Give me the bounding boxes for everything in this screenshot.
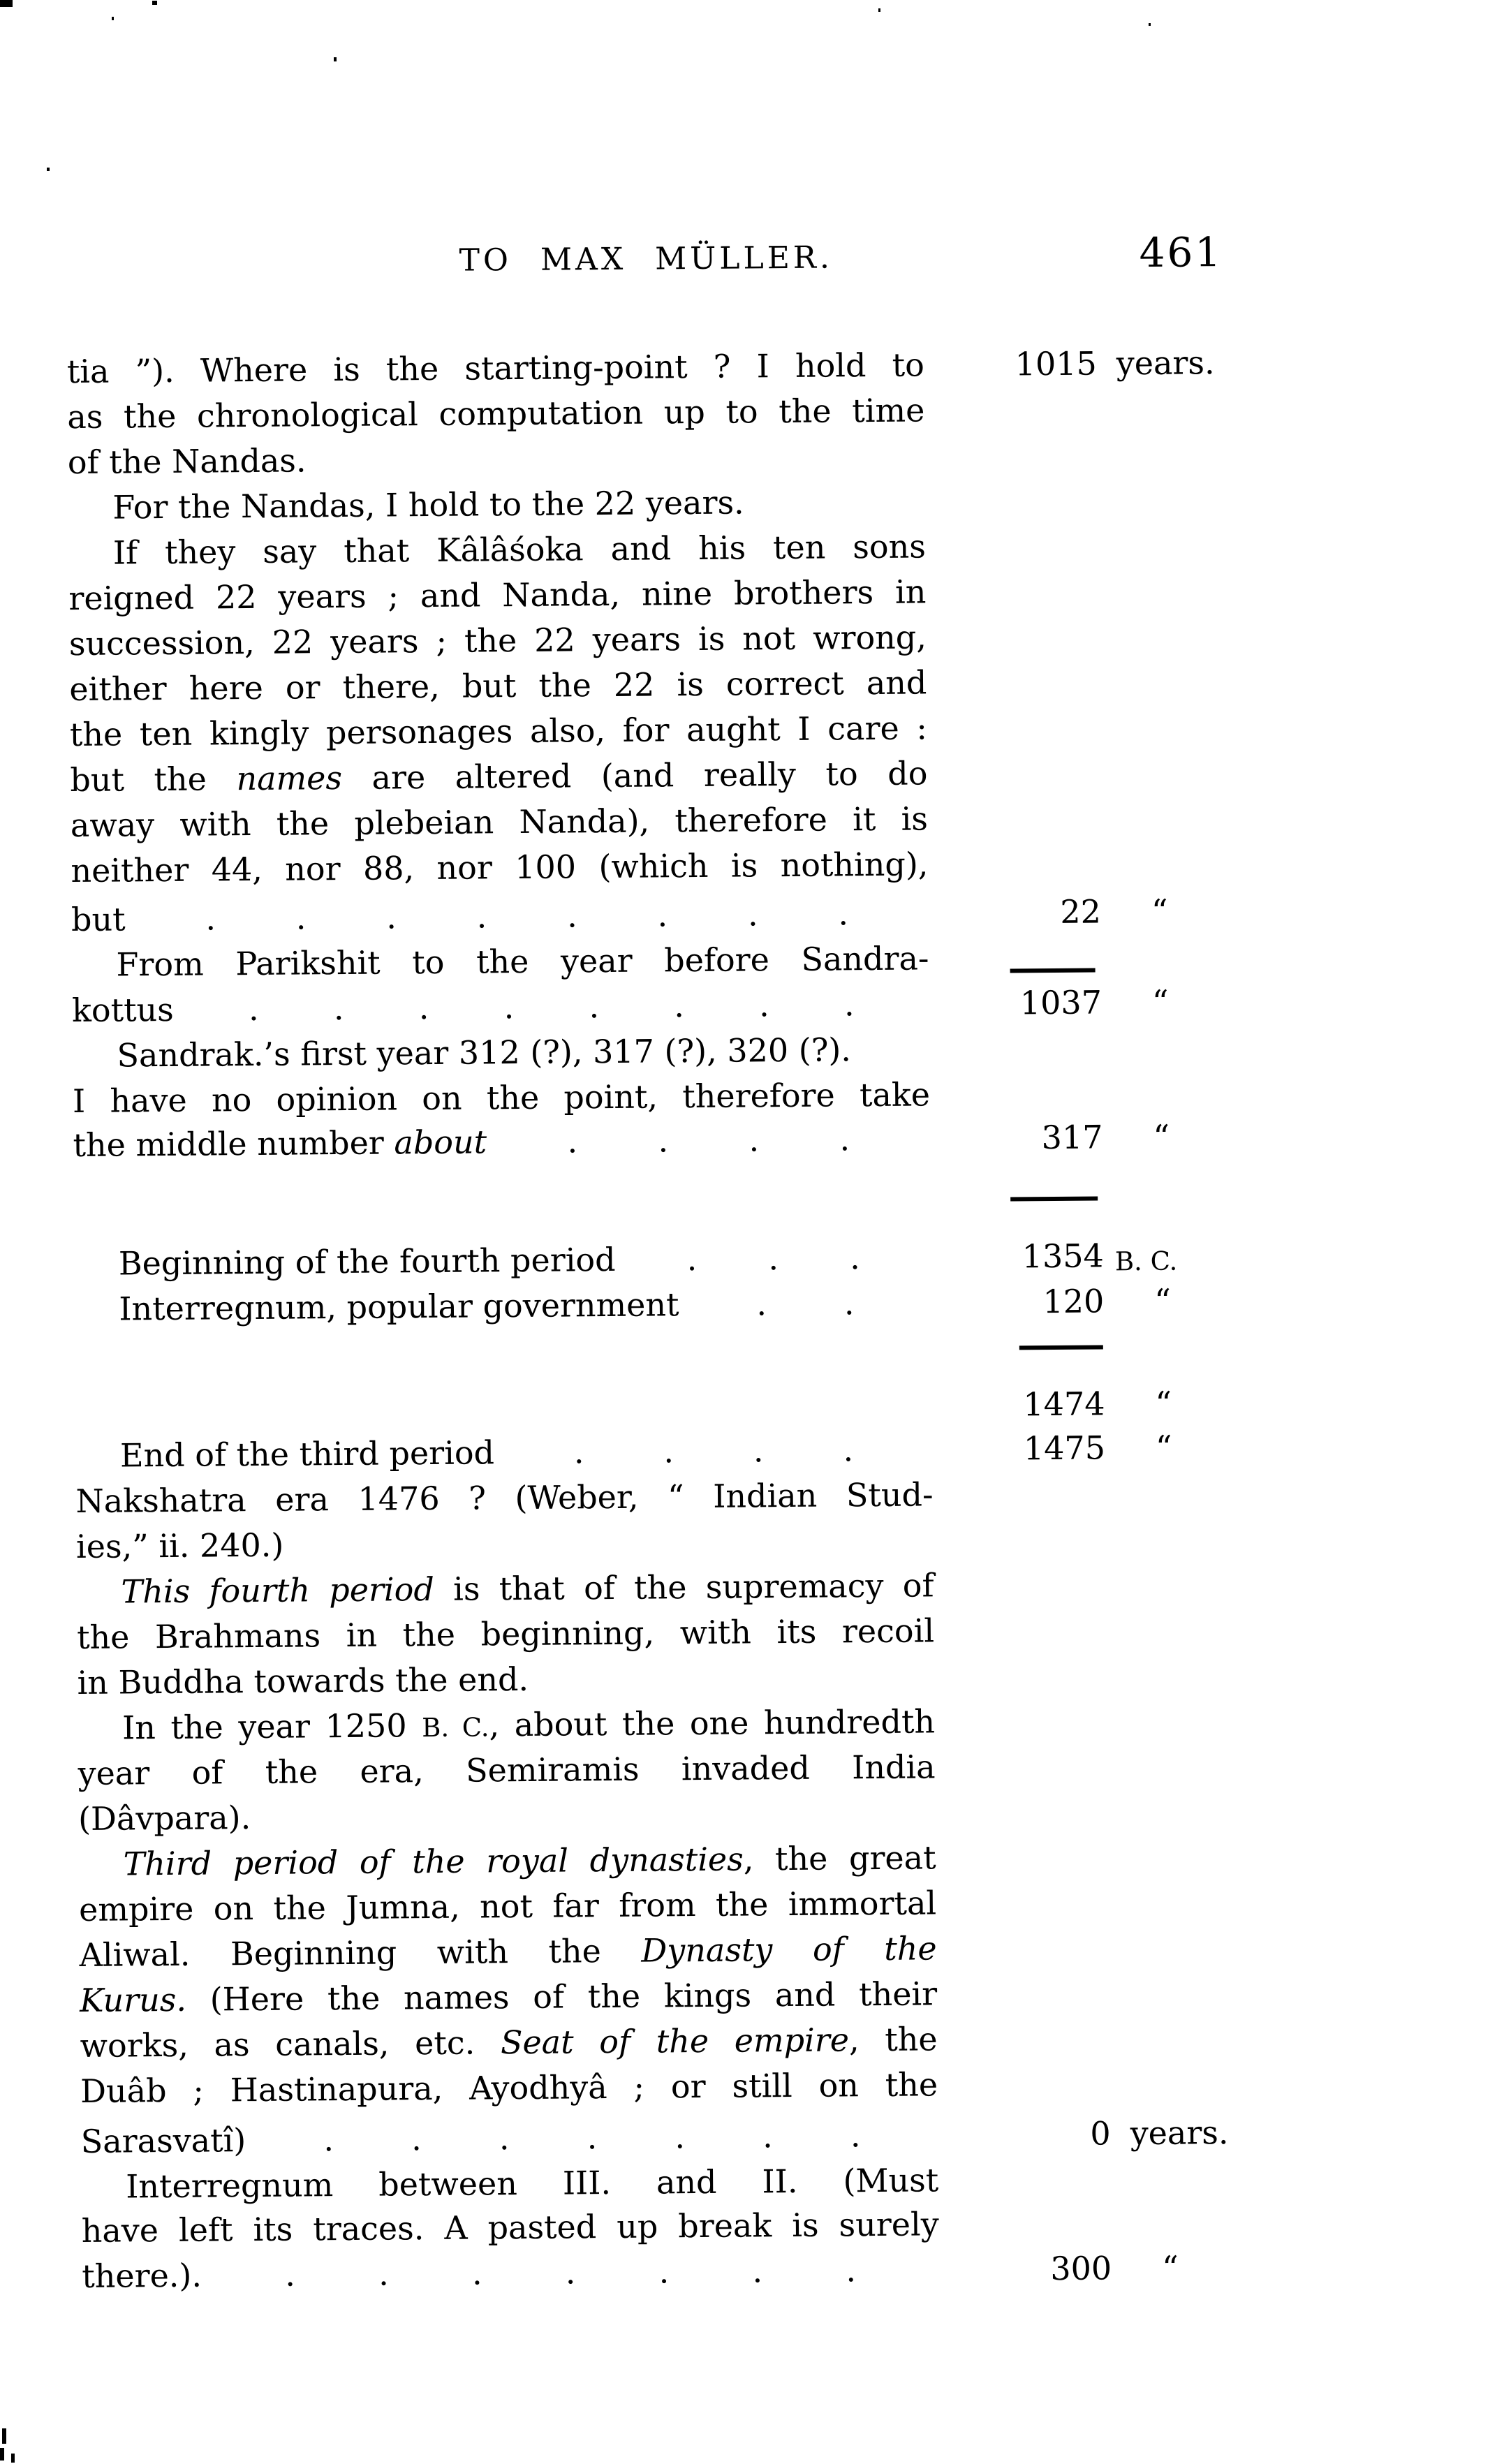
scan-speck	[1149, 23, 1151, 26]
text-line	[74, 1280, 931, 1332]
text-line	[71, 796, 928, 848]
leader-dot: .	[843, 1284, 855, 1322]
ditto-mark: “	[1155, 1384, 1172, 1422]
line-text	[80, 2065, 938, 2110]
year-number: 300	[1050, 2249, 1112, 2288]
leader-dot: .	[658, 2252, 670, 2291]
line-text	[67, 346, 924, 390]
text-line	[72, 981, 929, 1033]
dot-leader	[125, 890, 929, 942]
text-segment: From Parikshit to the year before Sandra-	[116, 939, 929, 984]
text-line	[69, 660, 927, 712]
line-text	[82, 2205, 939, 2250]
dot-leader	[202, 2247, 940, 2298]
scan-speck	[11, 2454, 15, 2463]
text-segment: year of the era, Semiramis invaded India	[78, 1748, 936, 1793]
scan-speck	[0, 2448, 4, 2461]
text-line	[73, 1116, 930, 1168]
text-segment: Sarasvatî)	[80, 2121, 246, 2160]
text-line	[78, 1744, 935, 1797]
text-segment: If they say that Kâlâśoka and his ten sons	[112, 527, 927, 572]
running-head-title: TO MAX MÜLLER.	[459, 239, 834, 279]
text-segment: , the great	[743, 1838, 936, 1878]
text-segment: (Here the names of the kings and their	[186, 1975, 938, 2019]
year-unit: years.	[1116, 344, 1215, 383]
text-segment: reigned 22 years ; and Nanda, nine brothers in	[68, 573, 927, 618]
text-segment: ies,” ii. 240.)	[75, 1526, 284, 1566]
leader-dot: .	[248, 989, 259, 1028]
text-line	[80, 2016, 937, 2069]
italic-text: names	[236, 758, 343, 798]
line-text	[80, 2020, 937, 2065]
text-line	[76, 1563, 934, 1615]
text-line	[67, 342, 924, 394]
line-text	[117, 1031, 851, 1074]
text-line	[79, 1926, 936, 1978]
text-segment: Aliwal. Beginning with the	[79, 1931, 642, 1975]
text-segment: the Brahmans in the beginning, with its recoil	[76, 1611, 935, 1657]
leader-dot: .	[747, 895, 758, 934]
leader-dot: .	[411, 2120, 422, 2158]
year-number: 1015	[1015, 344, 1097, 383]
text-segment: Beginning of the fourth period	[118, 1240, 616, 1283]
text-segment: (Dâvpara).	[78, 1799, 251, 1838]
line-text	[77, 1611, 934, 1656]
italic-text: Dynasty of the	[641, 1929, 937, 1970]
leader-dot: .	[565, 2253, 576, 2292]
leader-dot: .	[471, 2254, 482, 2292]
leader-dot: .	[674, 987, 685, 1025]
leader-dot: .	[587, 2118, 598, 2157]
text-segment: , about the one hundredth	[489, 1702, 936, 1744]
line-text	[67, 391, 924, 436]
line-text	[71, 845, 928, 890]
text-line	[68, 433, 925, 485]
leader-dot: .	[843, 985, 855, 1024]
line-text	[68, 573, 926, 617]
scan-speck	[47, 168, 50, 171]
leader-dot: .	[753, 1431, 764, 1470]
line-text	[70, 754, 927, 799]
year-number: 1037	[1019, 983, 1103, 1022]
text-line	[74, 1234, 931, 1287]
line-text	[73, 1075, 930, 1120]
leader-dot: .	[386, 898, 397, 936]
line-text	[82, 2253, 202, 2299]
scan-speck	[878, 8, 880, 12]
text-segment: but	[71, 900, 126, 939]
line-text	[69, 663, 927, 708]
text-segment: the ten kingly personages also, for aught I care :	[69, 709, 928, 754]
italic-text: about	[394, 1123, 487, 1162]
leader-dot: .	[762, 2117, 773, 2155]
leader-dot: .	[663, 1432, 674, 1470]
year-number: 120	[1042, 1282, 1105, 1321]
leader-dot: .	[573, 1433, 584, 1471]
italic-text: Seat of the empire	[500, 2021, 850, 2062]
leader-dot: .	[567, 1122, 578, 1160]
line-text	[77, 1660, 529, 1702]
text-segment: empire on the Jumna, not far from the immortal	[78, 1884, 937, 1929]
text-line	[68, 569, 926, 621]
text-line	[70, 705, 927, 758]
year-unit: B. C.	[1114, 1246, 1178, 1277]
leader-dot: .	[768, 1239, 779, 1278]
line-text	[123, 1838, 936, 1882]
leader-dot: .	[850, 2116, 861, 2155]
text-segment: neither 44, nor 88, nor 100 (which is nothing),	[71, 845, 929, 890]
year-unit: years.	[1130, 2113, 1229, 2153]
text-line	[77, 1608, 934, 1660]
leader-dot: .	[205, 899, 216, 938]
leader-dot: .	[752, 2252, 763, 2290]
text-line	[82, 2247, 939, 2299]
year-number: 22	[1060, 892, 1102, 931]
italic-text: This fourth period	[121, 1570, 435, 1611]
line-text	[73, 1119, 487, 1168]
leader-dot: .	[503, 988, 515, 1026]
leader-dot: .	[657, 896, 668, 934]
leader-dot: .	[323, 2120, 334, 2159]
leader-dot: .	[333, 989, 344, 1028]
line-text	[113, 527, 926, 571]
text-segment: are altered (and really to do	[341, 754, 928, 797]
text-line	[68, 524, 926, 576]
text-line	[76, 1517, 934, 1570]
text-segment: tia ”). Where is the starting-point ? I hold to	[66, 346, 925, 391]
year-number: 0	[1090, 2114, 1111, 2153]
leader-dot: .	[758, 986, 769, 1024]
text-segment: works, as canals, etc.	[80, 2023, 501, 2065]
scan-speck	[152, 1, 157, 5]
line-text	[76, 1526, 284, 1565]
leader-dot: .	[566, 897, 577, 935]
line-text	[120, 1430, 494, 1478]
dot-leader	[615, 1234, 931, 1283]
leader-dot: .	[658, 1121, 669, 1160]
line-text	[68, 441, 307, 481]
leader-dot: .	[674, 2118, 686, 2156]
text-line	[68, 478, 925, 531]
leader-dot: .	[476, 897, 487, 936]
scan-speck	[334, 57, 337, 61]
text-line	[78, 1790, 936, 1842]
year-number: 1354	[1022, 1237, 1105, 1276]
text-segment: but the	[70, 760, 237, 799]
ditto-mark: “	[1151, 982, 1169, 1021]
leader-dot: .	[589, 987, 600, 1026]
leader-dot: .	[843, 1431, 854, 1469]
text-line	[79, 1880, 936, 1933]
text-line	[70, 751, 927, 803]
text-line	[80, 2062, 938, 2114]
ditto-mark: “	[1151, 892, 1168, 930]
line-text	[71, 897, 126, 943]
text-segment: in Buddha towards the end.	[77, 1660, 529, 1702]
leader-dot: .	[748, 1121, 760, 1159]
line-text	[80, 2118, 246, 2164]
ditto-mark: “	[1161, 2248, 1179, 2287]
dot-leader	[246, 2112, 938, 2163]
text-segment: I have no opinion on the point, therefore take	[72, 1075, 931, 1121]
text-segment: is that of the supremacy of	[434, 1566, 934, 1608]
sum-rule	[1019, 1345, 1103, 1350]
line-text	[112, 483, 744, 526]
line-text	[119, 1282, 679, 1331]
scan-speck	[2, 2428, 6, 2444]
leader-dot: .	[846, 2251, 857, 2289]
text-segment: In the year 1250	[121, 1706, 422, 1747]
text-segment: Interregnum, popular government	[119, 1285, 679, 1328]
text-line	[71, 890, 929, 943]
text-line	[80, 1971, 937, 2023]
text-line	[71, 936, 929, 988]
dot-leader	[487, 1116, 931, 1165]
line-text	[122, 1702, 935, 1746]
ditto-mark: “	[1153, 1117, 1170, 1156]
line-text	[79, 1929, 936, 1974]
text-line	[81, 2201, 938, 2254]
italic-text: Kurus.	[79, 1980, 187, 2020]
dot-leader	[679, 1280, 931, 1327]
year-number: 1474	[1023, 1385, 1105, 1424]
leader-dot: .	[849, 1239, 860, 1277]
sum-rule	[1010, 1197, 1098, 1202]
text-segment: as the chronological computation up to the time	[67, 391, 925, 436]
leader-dot: .	[418, 989, 429, 1027]
text-segment: there.).	[82, 2256, 202, 2295]
ditto-mark: “	[1154, 1281, 1172, 1320]
text-segment: kottus	[71, 990, 175, 1030]
text-segment: Nakshatra era 1476 ? (Weber, “ Indian Stud-	[75, 1475, 934, 1521]
text-line	[72, 1026, 929, 1079]
text-line	[71, 841, 928, 894]
text-line	[69, 614, 927, 667]
text-line	[78, 1835, 936, 1887]
line-text	[69, 618, 927, 663]
text-line	[80, 2112, 938, 2164]
dot-leader	[494, 1426, 934, 1475]
line-text	[78, 1748, 935, 1792]
text-segment: End of the third period	[119, 1433, 495, 1475]
text-segment: the middle number	[73, 1123, 394, 1165]
line-text	[70, 709, 927, 753]
ditto-mark: “	[1155, 1428, 1172, 1466]
scan-speck	[0, 0, 13, 7]
text-line	[75, 1426, 933, 1479]
line-text	[71, 799, 928, 844]
text-segment: Interregnum between III. and II. (Must	[126, 2161, 939, 2206]
text-segment: , the	[848, 2020, 938, 2059]
line-text	[121, 1566, 934, 1610]
leader-dot: .	[378, 2255, 389, 2293]
line-text	[119, 1237, 616, 1287]
leader-dot: .	[839, 1120, 850, 1158]
text-segment: succession, 22 years ; the 22 years is not wrong,	[68, 618, 927, 663]
leader-dot: .	[838, 894, 849, 933]
leader-dot: .	[686, 1240, 698, 1278]
line-text	[116, 939, 929, 983]
sum-rule	[1010, 968, 1096, 973]
line-text	[75, 1475, 933, 1520]
text-segment: For the Nandas, I hold to the 22 years.	[112, 483, 744, 526]
italic-text: Third period of the royal dynasties	[123, 1840, 744, 1883]
line-text	[126, 2161, 938, 2205]
text-segment: either here or there, but the 22 is correct and	[69, 663, 927, 709]
leader-dot: .	[295, 899, 307, 937]
text-segment: B. C.	[422, 1712, 489, 1743]
text-line	[75, 1472, 933, 1524]
scan-speck	[112, 17, 114, 20]
page-number: 461	[1139, 228, 1223, 277]
line-text	[80, 1975, 937, 2019]
dot-leader	[174, 981, 930, 1032]
year-number: 317	[1041, 1118, 1103, 1157]
text-line	[77, 1653, 934, 1706]
line-text	[79, 1884, 936, 1928]
text-segment: of the Nandas.	[67, 441, 307, 482]
line-text	[72, 987, 174, 1033]
leader-dot: .	[756, 1285, 767, 1323]
text-segment: Duâb ; Hastinapura, Ayodhyâ ; or still on the	[80, 2065, 938, 2110]
text-segment: have left its traces. A pasted up break is surely	[81, 2205, 939, 2250]
leader-dot: .	[285, 2255, 296, 2294]
text-segment: away with the plebeian Nanda), therefore it is	[70, 799, 929, 845]
leader-dot: .	[499, 2119, 510, 2157]
text-line	[67, 388, 924, 440]
year-number: 1475	[1023, 1429, 1106, 1468]
text-segment: Sandrak.’s first year 312 (?), 317 (?), 320 (?).	[117, 1031, 852, 1075]
line-text	[78, 1799, 251, 1838]
